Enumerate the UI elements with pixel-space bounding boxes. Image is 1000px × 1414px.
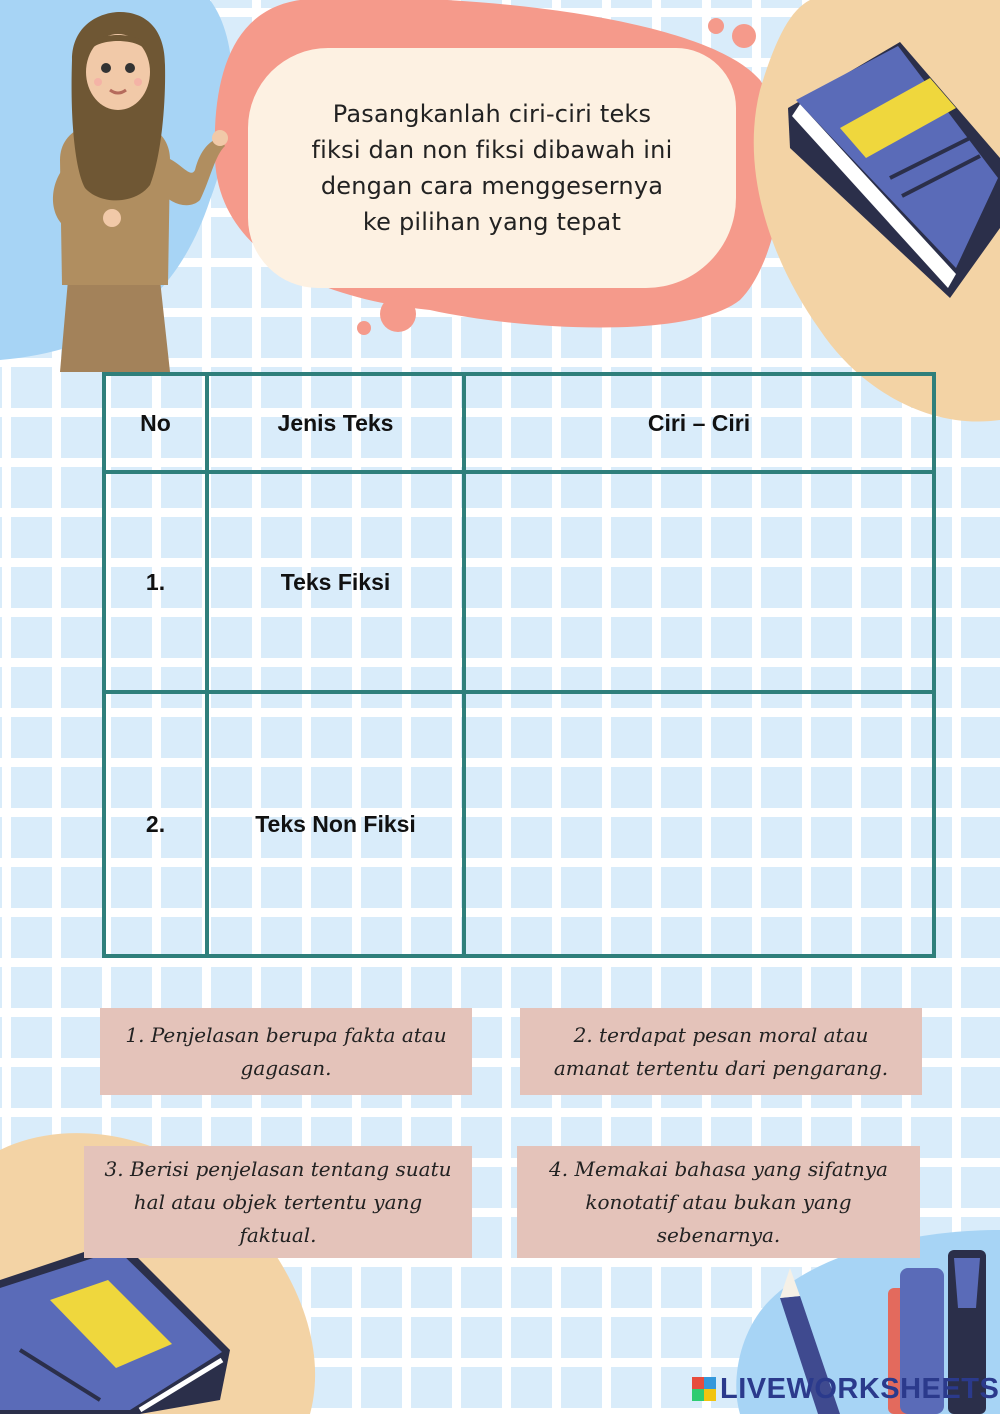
liveworksheets-logo-icon	[692, 1377, 716, 1401]
instruction-line: Pasangkanlah ciri-ciri teks	[332, 100, 652, 128]
row-number: 2.	[104, 692, 207, 956]
book-icon	[780, 38, 1000, 300]
drop-zone-fiksi[interactable]	[464, 472, 934, 692]
salmon-dot-1	[380, 296, 416, 332]
card-line: faktual.	[239, 1222, 317, 1247]
table-row	[104, 472, 934, 692]
table-header-row	[104, 374, 934, 472]
header-no: No	[104, 374, 207, 472]
header-ciri-ciri: Ciri – Ciri	[464, 374, 934, 472]
salmon-dot-2	[357, 321, 371, 335]
card-line: konotatif atau bukan yang	[585, 1189, 852, 1214]
draggable-card-3[interactable]	[84, 1146, 472, 1258]
draggable-card-2[interactable]	[520, 1008, 922, 1095]
liveworksheets-watermark	[692, 1372, 999, 1406]
book-icon	[0, 1240, 230, 1414]
instruction-line: fiksi dan non fiksi dibawah ini	[311, 136, 673, 164]
header-jenis-teks: Jenis Teks	[207, 374, 464, 472]
instruction-text	[270, 96, 714, 240]
drop-zone-non-fiksi[interactable]	[464, 692, 934, 956]
draggable-card-4[interactable]	[517, 1146, 920, 1258]
card-line: 3. Berisi penjelasan tentang suatu	[104, 1156, 452, 1181]
watermark-text: LIVEWORKSHEETS	[720, 1372, 1000, 1405]
instruction-line: dengan cara menggesernya	[320, 172, 664, 200]
row-number: 1.	[104, 472, 207, 692]
card-line: gagasan.	[240, 1055, 332, 1080]
salmon-dot-4	[732, 24, 756, 48]
teacher-illustration	[20, 10, 230, 375]
instruction-line: ke pilihan yang tepat	[362, 208, 622, 236]
card-line: hal atau objek tertentu yang	[133, 1189, 423, 1214]
card-line: 4. Memakai bahasa yang sifatnya	[549, 1156, 888, 1181]
row-jenis-teks: Teks Non Fiksi	[207, 692, 464, 956]
table-row	[104, 692, 934, 956]
row-jenis-teks: Teks Fiksi	[207, 472, 464, 692]
draggable-card-1[interactable]	[100, 1008, 472, 1095]
card-line: amanat tertentu dari pengarang.	[553, 1055, 889, 1080]
matching-table	[102, 372, 936, 958]
card-line: 2. terdapat pesan moral atau	[573, 1022, 869, 1047]
card-line: sebenarnya.	[656, 1222, 781, 1247]
card-line: 1. Penjelasan berupa fakta atau	[125, 1022, 447, 1047]
salmon-dot-3	[708, 18, 724, 34]
